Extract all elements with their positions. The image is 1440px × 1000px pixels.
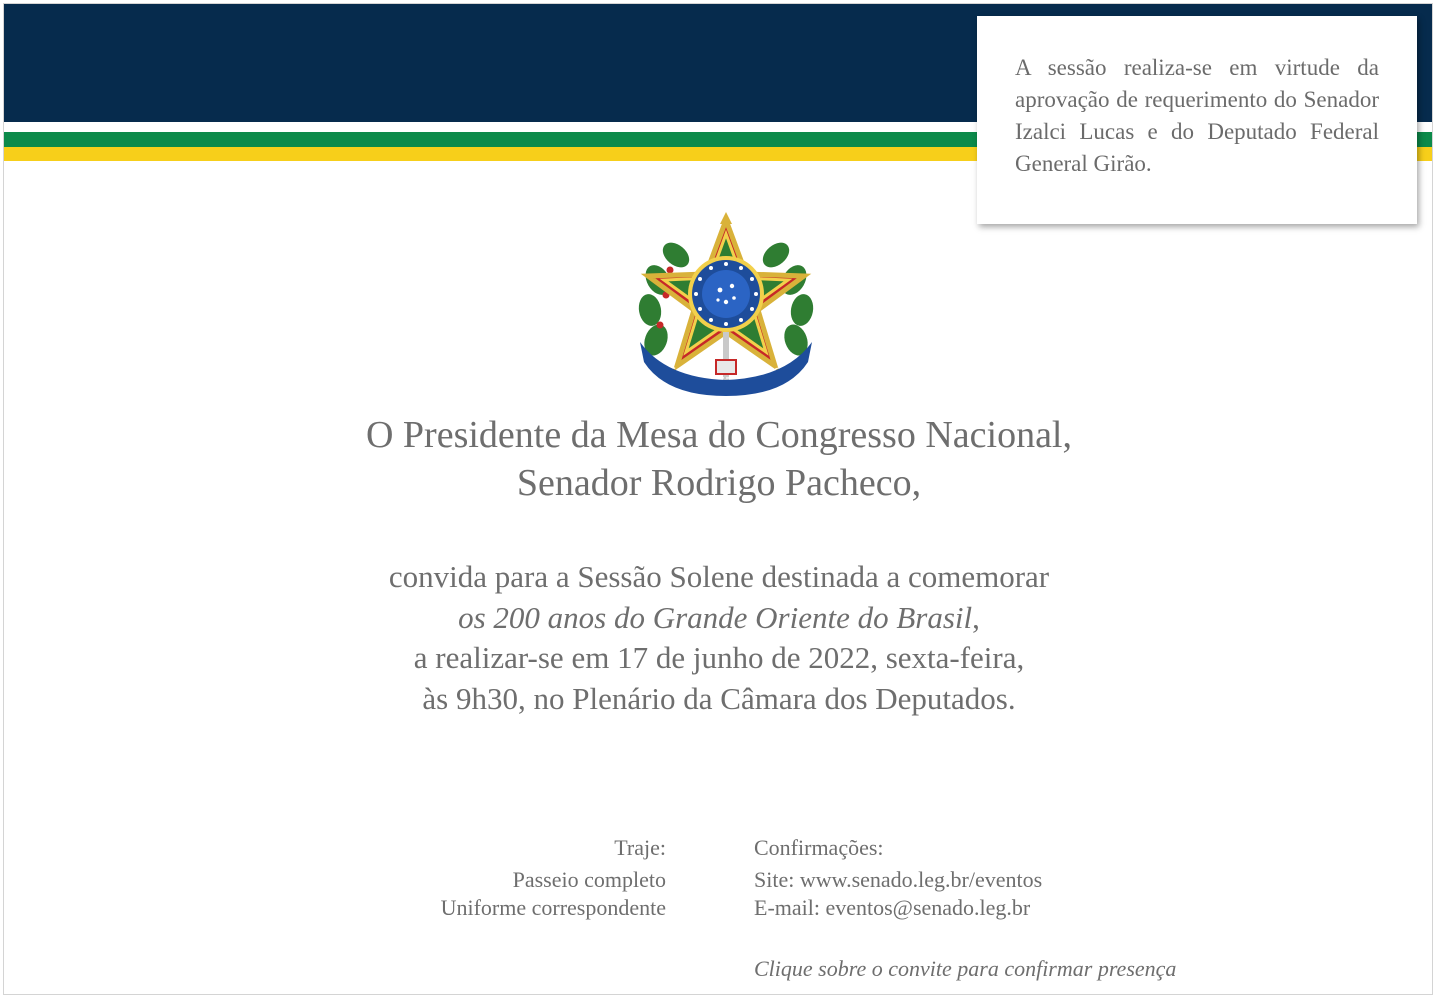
dress-code-option-2: Uniforme correspondente — [440, 895, 666, 920]
heading-line-2: Senador Rodrigo Pacheco, — [516, 462, 922, 504]
dress-code-label: Traje: — [614, 835, 666, 860]
invitation-line-2 — [4, 598, 1433, 639]
confirmations-site[interactable]: Site: www.senado.leg.br/eventos — [754, 867, 1043, 892]
dress-code-option-1: Passeio completo — [512, 867, 666, 892]
session-notice-box — [977, 16, 1417, 224]
event-name-comma: , — [972, 600, 980, 635]
session-notice-text: A sessão realiza-se em virtude da aprovação de requerimento do Senador Izalci Lucas e do Deputado Federal General Girão. — [1015, 55, 1379, 176]
confirmations-email[interactable]: E-mail: eventos@senado.leg.br — [754, 895, 1031, 920]
event-name: os 200 anos do Grande Oriente do Brasil — [458, 600, 973, 635]
invitation-card[interactable] — [3, 3, 1433, 995]
invitation-line-4: às 9h30, no Plenário da Câmara dos Deputados. — [422, 681, 1016, 716]
invitation-line-3: a realizar-se em 17 de junho de 2022, sexta-feira, — [413, 640, 1025, 675]
confirmations-label: Confirmações: — [754, 835, 884, 860]
invitation-line-1: convida para a Sessão Solene destinada a comemorar — [388, 559, 1050, 594]
heading-line-1: O Presidente da Mesa do Congresso Nacional, — [365, 414, 1072, 456]
confirm-presence-note[interactable]: Clique sobre o convite para confirmar presença — [754, 956, 1177, 981]
brazil-coat-of-arms-icon — [636, 210, 816, 400]
coat-of-arms — [636, 210, 816, 400]
